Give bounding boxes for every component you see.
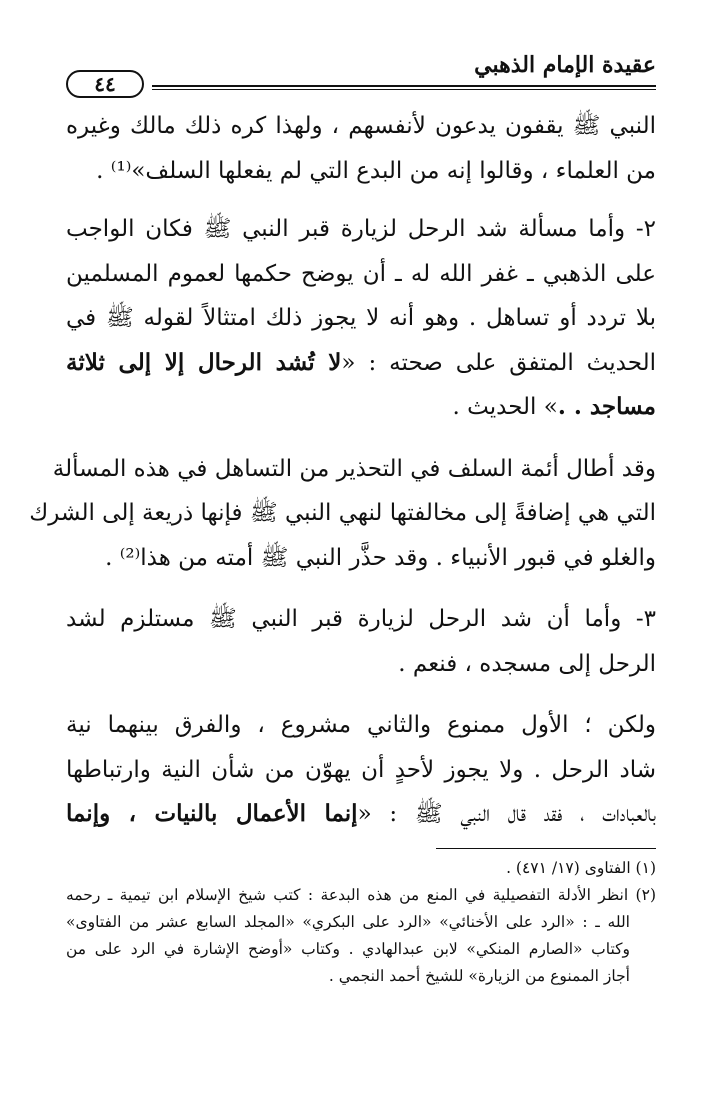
paragraph-gap <box>66 686 656 703</box>
text-span: بالعبادات ، فقد قال النبي ﷺ : « <box>357 801 656 827</box>
hadith-quote: لا تُشد الرحال إلا إلى ثلاثة <box>66 348 342 376</box>
paragraph-gap <box>66 580 656 597</box>
text-line: والغلو في قبور الأنبياء . وقد حذَّر النبي ﷺ أمته من هذا⁽²⁾ . <box>105 544 656 571</box>
text-line <box>66 792 656 837</box>
footnote-line: أجاز الممنوع من الزيارة» للشيخ أحمد النجمي . <box>328 967 630 985</box>
paragraph-gap <box>66 193 656 207</box>
text-line: النبي ﷺ يقفون يدعون لأنفسهم ، ولهذا كره ذلك مالك وغيره <box>66 113 656 139</box>
running-title: عقيدة الإمام الذهبي <box>474 52 656 78</box>
page-number: ٤٤ <box>66 70 144 98</box>
header-rule-thin <box>152 89 656 90</box>
footnote-line: (٢) انظر الأدلة التفصيلية في المنع من هذه البدعة : كتب شيخ الإسلام ابن تيمية ـ رحمه <box>66 886 656 904</box>
text-span: » الحديث . <box>452 394 558 420</box>
text-span: الحديث المتفق على صحته : « <box>341 349 656 376</box>
text-line: من العلماء ، وقالوا إنه من البدع التي لم يفعلها السلف»⁽¹⁾ . <box>96 157 656 184</box>
text-line <box>66 341 656 386</box>
paragraph-gap <box>66 430 656 447</box>
footnote-line: الله ـ : «الرد على الأخنائي» «الرد على البكري» «المجلد السابع عشر من الفتاوى» <box>66 913 630 931</box>
main-text <box>29 104 656 837</box>
text-line: التي هي إضافةً إلى مخالفتها لنهي النبي ﷺ فإنها ذريعة إلى الشرك <box>29 500 656 526</box>
text-line: ٣- وأما أن شد الرحل لزيارة قبر النبي ﷺ مستلزم لشد <box>66 606 656 632</box>
hadith-quote: مساجد . . <box>557 393 656 420</box>
footnote-rule <box>436 848 656 855</box>
text-line <box>66 385 656 430</box>
footnotes <box>66 848 656 990</box>
hadith-quote: إنما الأعمال بالنيات ، وإنما <box>66 800 358 827</box>
running-header <box>66 52 656 102</box>
header-rule <box>152 85 656 87</box>
text-line: على الذهبي ـ غفر الله له ـ أن يوضح حكمها لعموم المسلمين <box>66 260 656 287</box>
text-line: ٢- وأما مسألة شد الرحل لزيارة قبر النبي ﷺ فكان الواجب <box>66 216 656 242</box>
text-line: ولكن ؛ الأول ممنوع والثاني مشروع ، والفرق بينهما نية <box>66 712 656 738</box>
footnote-line: وكتاب «الصارم المنكي» لابن عبدالهادي . وكتاب «أوضح الإشارة في الرد على من <box>66 940 630 958</box>
text-line: بلا تردد أو تساهل . وهو أنه لا يجوز ذلك امتثالاً لقوله ﷺ في <box>66 305 656 331</box>
text-line: وقد أطال أئمة السلف في التحذير من التساهل في هذه المسألة <box>52 455 656 482</box>
text-line: شاد الرحل . ولا يجوز لأحدٍ أن يهوّن من شأن النية وارتباطها <box>66 756 656 783</box>
footnote-line: (١) الفتاوى (١٧/ ٤٧١) . <box>506 859 656 877</box>
text-line: الرحل إلى مسجده ، فنعم . <box>398 650 656 677</box>
